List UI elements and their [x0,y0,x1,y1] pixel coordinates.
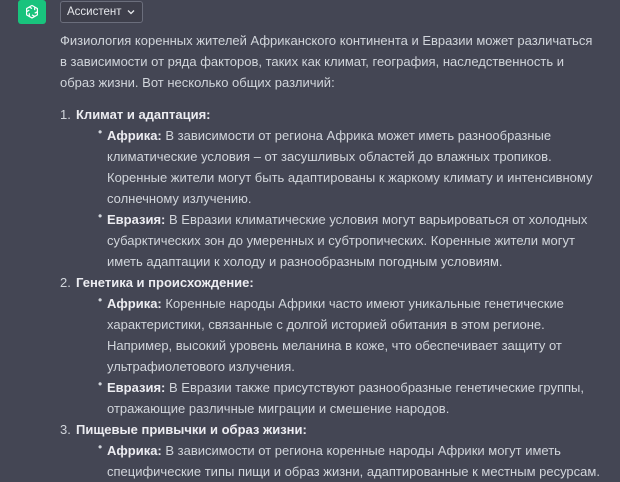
sub-item-text: В Евразии также присутствуют разнообразные генетические группы, отражающие различные миграции и смешение народов. [107,380,584,416]
sub-item-label: Африка: [107,128,162,143]
sub-list [76,125,600,272]
list-item [60,419,600,482]
sub-list-item [92,125,600,209]
list-item-title: Пищевые привычки и образ жизни: [76,422,307,437]
model-selector-label: Ассистент [67,6,122,18]
sub-list [76,440,600,482]
bullet-icon: • [98,125,103,139]
list-item-number: 1. [60,107,71,122]
list-item-number: 3. [60,422,71,437]
bullet-icon: • [98,377,103,391]
list-item-title: Генетика и происхождение: [76,275,254,290]
assistant-message [60,30,600,482]
message-intro: Физиология коренных жителей Африканского континента и Евразии может различаться в зависимости от ряда факторов, таких как климат, география, наследственность и образ жизни. Вот несколько общих различий: [60,33,593,90]
sub-item-label: Евразия: [107,212,166,227]
chatgpt-logo-icon [23,3,41,21]
sub-list-item [92,209,600,272]
list-item [60,272,600,419]
sub-list-item [92,377,600,419]
sub-item-text: В зависимости от региона коренные народы Африки могут иметь специфические типы пищи и образ жизни, адаптированные к местным ресурсам. [107,443,600,479]
list-item [60,104,600,272]
sub-list-item [92,440,600,482]
sub-item-text: В зависимости от региона Африка может иметь разнообразные климатические условия – от засушливых областей до влажных тропиков. Коренные жители могут быть адаптированы к жаркому климату и интенсивному солнечному излучению. [107,128,593,206]
bullet-icon: • [98,440,103,454]
bullet-icon: • [98,209,103,223]
bullet-icon: • [98,293,103,307]
sub-item-text: Коренные народы Африки часто имеют уникальные генетические характеристики, связанные с долгой историей обитания в этом регионе. Например, высокий уровень меланина в коже, что обеспечивает защиту от ультрафиолетового излучения. [107,296,564,374]
chevron-down-icon [126,7,136,17]
sub-item-label: Африка: [107,296,162,311]
sub-list [76,293,600,419]
sub-item-text: В Евразии климатические условия могут варьироваться от холодных субарктических зон до умеренных и субтропических. Коренные жители могут иметь адаптации к холоду и разнообразным погодным условиям. [107,212,588,269]
sub-item-label: Евразия: [107,380,166,395]
sub-list-item [92,293,600,377]
assistant-avatar [18,0,46,24]
list-item-number: 2. [60,275,71,290]
sub-item-label: Африка: [107,443,162,458]
message-list [60,104,600,482]
list-item-title: Климат и адаптация: [76,107,211,122]
model-selector-button[interactable] [60,1,143,23]
